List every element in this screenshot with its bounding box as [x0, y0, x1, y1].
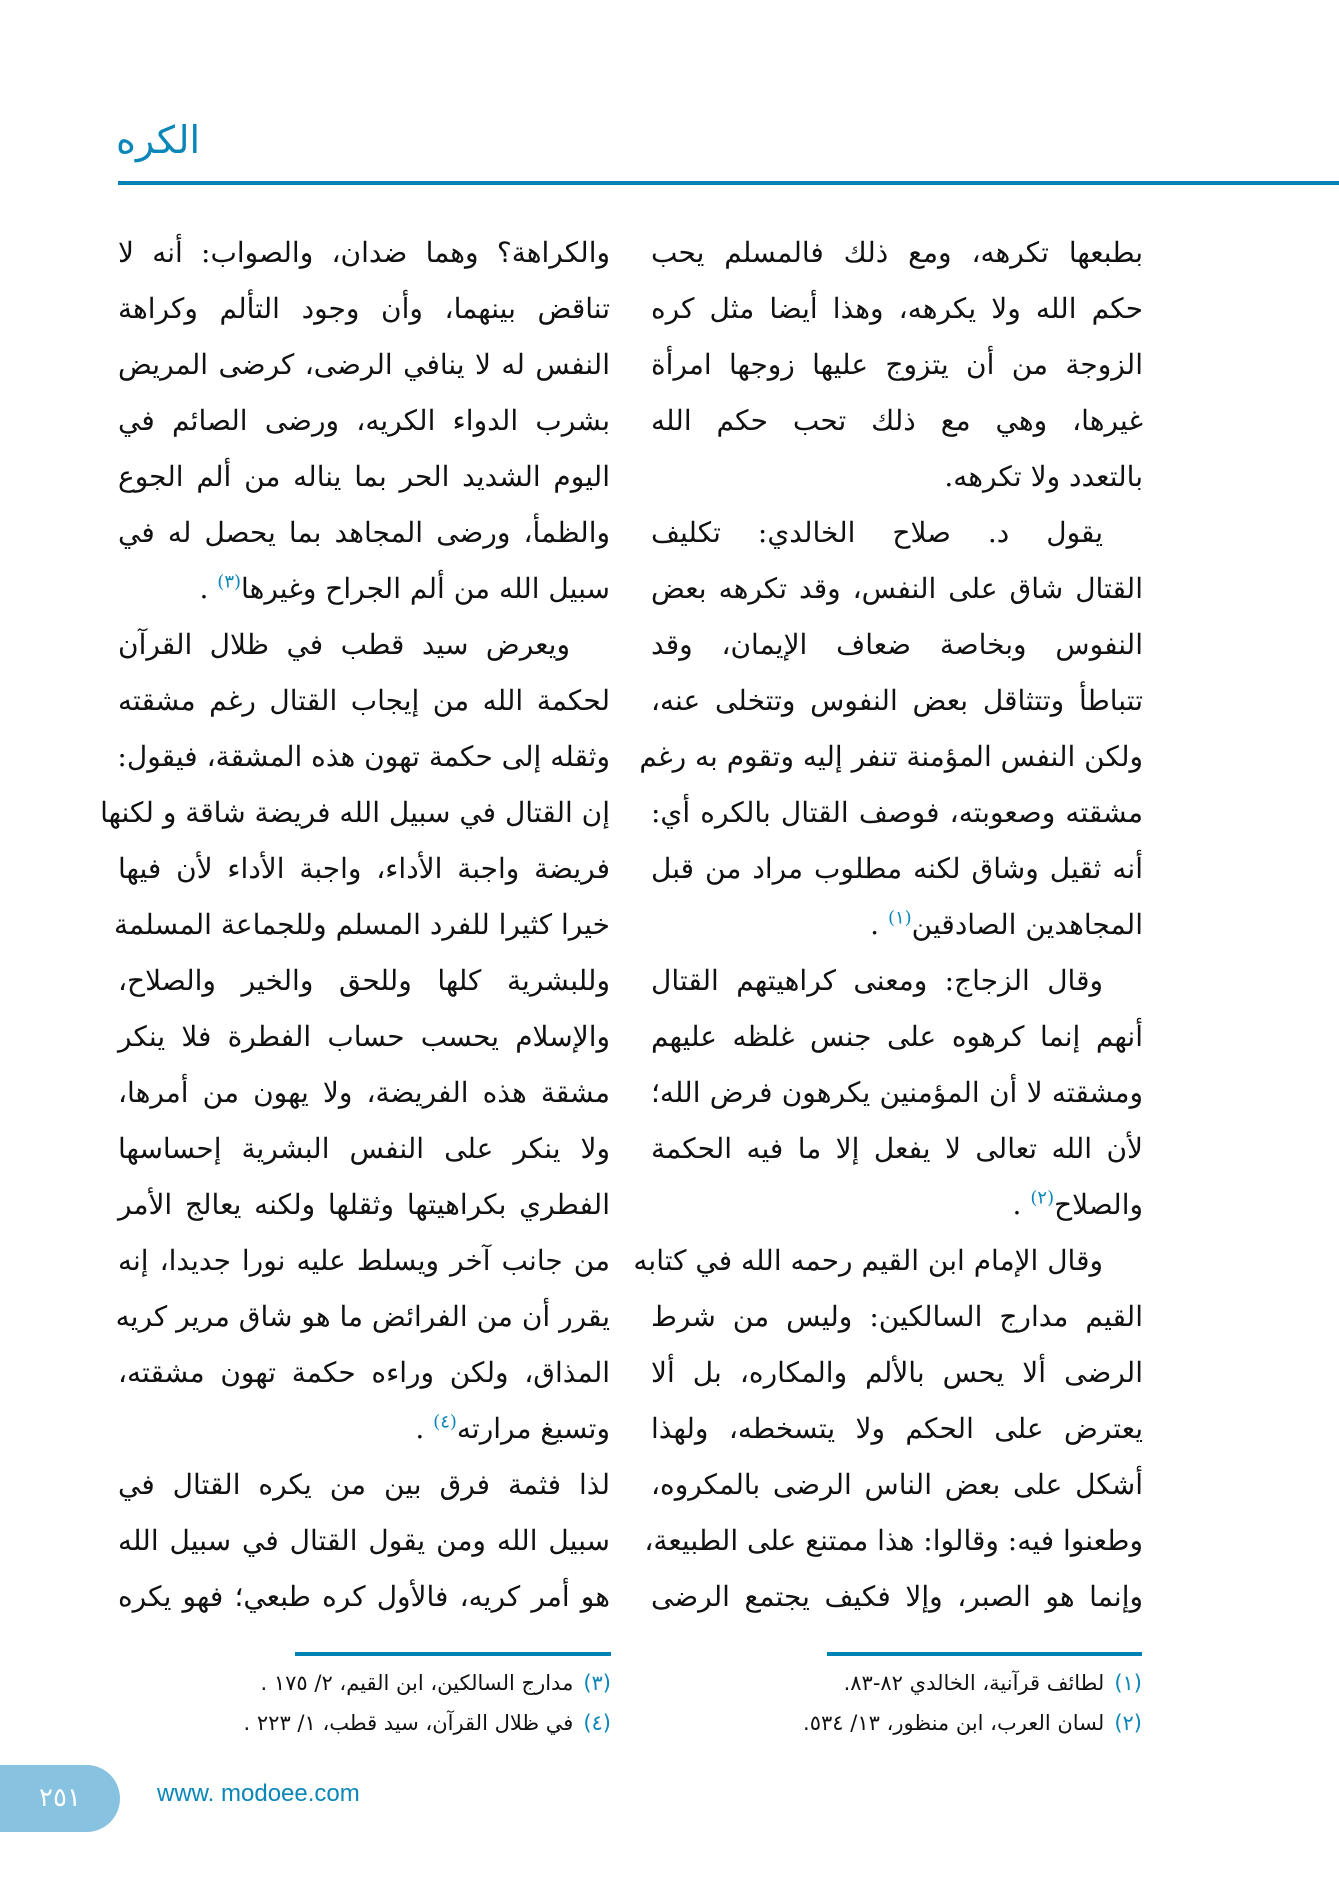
line-text: مشقة هذه الفريضة، ولا يهون من أمرها،	[118, 1076, 610, 1109]
page-number: ٢٥١	[0, 1765, 120, 1832]
line-text: تتباطأ وتتثاقل بعض النفوس وتتخلى عنه،	[651, 684, 1143, 717]
text-line	[118, 1457, 610, 1513]
line-text: ومشقته لا أن المؤمنين يكرهون فرض الله؛	[651, 1076, 1143, 1109]
footnote-4: (٤)في ظلال القرآن، سيد قطب، ١/ ٢٢٣ .	[243, 1711, 611, 1735]
line-text: وإنما هو الصبر، وإلا فكيف يجتمع الرضى	[651, 1580, 1143, 1613]
line-text: النفس له لا ينافي الرضى، كرضى المريض	[118, 348, 610, 381]
footnote-rule-right	[827, 1652, 1142, 1656]
text-line	[118, 841, 610, 897]
text-line	[651, 393, 1143, 449]
line-text: أنهم إنما كرهوه على جنس غلظه عليهم	[651, 1020, 1143, 1053]
line-punctuation: .	[1012, 1188, 1031, 1221]
line-text: حكم الله ولا يكرهه، وهذا أيضا مثل كره	[651, 292, 1143, 325]
line-text: وقال الإمام ابن القيم رحمه الله في كتابه	[633, 1244, 1103, 1277]
line-text: القتال شاق على النفس، وقد تكرهه بعض	[651, 572, 1143, 605]
footnote-3: (٣)مدارج السالكين، ابن القيم، ٢/ ١٧٥ .	[260, 1671, 611, 1695]
line-text: القيم مدارج السالكين: وليس من شرط	[651, 1300, 1143, 1333]
line-text: مشقته وصعوبته، فوصف القتال بالكره أي:	[651, 796, 1143, 829]
line-text: هو أمر كريه، فالأول كره طبعي؛ فهو يكره	[118, 1580, 610, 1613]
footnotes-right	[803, 1663, 1142, 1743]
text-line	[651, 1289, 1143, 1345]
text-line	[118, 1401, 610, 1457]
text-line	[118, 1177, 610, 1233]
footnotes-left	[244, 1663, 611, 1743]
text-line	[644, 1513, 1143, 1569]
text-line	[651, 281, 1143, 337]
line-text: فريضة واجبة الأداء، واجبة الأداء لأن فيها	[118, 852, 610, 885]
text-line	[651, 1457, 1143, 1513]
text-line	[651, 1401, 1143, 1457]
line-text: اليوم الشديد الحر بما يناله من ألم الجوع	[118, 460, 610, 493]
text-line	[651, 673, 1143, 729]
footnote-ref[interactable]: (١)	[887, 907, 912, 929]
text-line	[651, 897, 1143, 953]
text-line	[118, 393, 610, 449]
text-line	[118, 729, 610, 785]
text-line	[651, 953, 1143, 1009]
line-text: والكراهة؟ وهما ضدان، والصواب: أنه لا	[118, 236, 610, 269]
line-text: خيرا كثيرا للفرد المسلم وللجماعة المسلمة	[114, 908, 610, 941]
chapter-title: الكره	[116, 118, 200, 162]
line-punctuation: .	[415, 1412, 434, 1445]
footnote-ref[interactable]: (٤)	[433, 1411, 457, 1433]
line-text: تناقض بينهما، وأن وجود التألم وكراهة	[118, 292, 610, 325]
line-text: وقال الزجاج: ومعنى كراهيتهم القتال	[651, 964, 1103, 997]
line-text: ولكن النفس المؤمنة تنفر إليه وتقوم به رغم	[639, 740, 1143, 773]
text-line	[114, 897, 610, 953]
line-text: المذاق، ولكن وراءه حكمة تهون مشقته،	[118, 1356, 610, 1389]
text-line	[651, 225, 1143, 281]
text-line	[118, 617, 610, 673]
text-line	[651, 1177, 1143, 1233]
line-text: الرضى ألا يحس بالألم والمكاره، بل ألا	[651, 1356, 1143, 1389]
footnote-ref[interactable]: (٢)	[1030, 1187, 1055, 1209]
text-line	[651, 505, 1143, 561]
text-line	[118, 225, 610, 281]
text-line	[651, 841, 1143, 897]
footnote-1: (١)لطائف قرآنية، الخالدي ٨٢-٨٣.	[843, 1671, 1142, 1695]
line-text: الزوجة من أن يتزوج عليها زوجها امرأة	[651, 348, 1143, 381]
line-text: غيرها، وهي مع ذلك تحب حكم الله	[651, 404, 1143, 437]
line-text: لذا فثمة فرق بين من يكره القتال في	[118, 1468, 610, 1501]
text-line	[651, 1009, 1143, 1065]
line-text: أنه ثقيل وشاق لكنه مطلوب مراد من قبل	[651, 852, 1143, 885]
line-text: وثقله إلى حكمة تهون هذه المشقة، فيقول:	[117, 740, 610, 773]
text-line	[118, 337, 610, 393]
text-line	[100, 785, 610, 841]
text-line	[651, 785, 1143, 841]
footnote-rule-left	[295, 1652, 611, 1656]
line-text: والصلاح	[1054, 1188, 1143, 1221]
line-text: ولا ينكر على النفس البشرية إحساسها	[118, 1132, 610, 1165]
line-text: من جانب آخر ويسلط عليه نورا جديدا، إنه	[118, 1244, 610, 1277]
line-text: يعترض على الحكم ولا يتسخطه، ولهذا	[651, 1412, 1143, 1445]
line-text: يقول د. صلاح الخالدي: تكليف	[651, 516, 1103, 549]
text-line	[651, 337, 1143, 393]
text-line	[118, 1065, 610, 1121]
line-text: بشرب الدواء الكريه، ورضى الصائم في	[118, 404, 610, 437]
right-column	[633, 225, 1143, 1625]
line-text: لحكمة الله من إيجاب القتال رغم مشقته	[118, 684, 610, 717]
text-line	[633, 1233, 1143, 1289]
line-text: المجاهدين الصادقين	[911, 908, 1143, 941]
text-line	[651, 1065, 1143, 1121]
website-link[interactable]: www. modoee.com	[157, 1780, 360, 1807]
header-rule	[118, 181, 1339, 185]
text-line	[651, 1121, 1143, 1177]
line-text: وتسيغ مرارته	[456, 1412, 610, 1445]
line-text: ويعرض سيد قطب في ظلال القرآن	[118, 628, 570, 661]
text-line	[118, 1569, 610, 1625]
text-line	[118, 1233, 610, 1289]
text-line	[118, 561, 610, 617]
text-line	[118, 1121, 610, 1177]
text-line	[651, 1345, 1143, 1401]
text-line	[118, 505, 610, 561]
line-text: لأن الله تعالى لا يفعل إلا ما فيه الحكمة	[651, 1132, 1143, 1165]
line-text: إن القتال في سبيل الله فريضة شاقة و لكنها	[100, 796, 610, 829]
text-line	[118, 281, 610, 337]
left-column	[100, 225, 610, 1625]
footnote-2: (٢)لسان العرب، ابن منظور، ١٣/ ٥٣٤.	[803, 1711, 1142, 1735]
text-line	[651, 561, 1143, 617]
line-text: أشكل على بعض الناس الرضى بالمكروه،	[651, 1468, 1143, 1501]
line-punctuation: .	[870, 908, 888, 941]
line-text: الفطري بكراهيتها وثقلها ولكنه يعالج الأمر	[118, 1188, 610, 1221]
line-text: يقرر أن من الفرائض ما هو شاق مرير كريه	[115, 1300, 610, 1333]
line-text: وللبشرية كلها وللحق والخير والصلاح،	[118, 964, 610, 997]
line-punctuation: .	[199, 572, 218, 605]
text-line	[118, 449, 610, 505]
text-line	[118, 1345, 610, 1401]
line-text: بالتعدد ولا تكرهه.	[944, 460, 1143, 493]
text-line	[118, 1009, 610, 1065]
text-line	[118, 673, 610, 729]
text-line	[651, 617, 1143, 673]
line-text: والإسلام يحسب حساب الفطرة فلا ينكر	[118, 1020, 610, 1053]
line-text: سبيل الله من ألم الجراح وغيرها	[241, 572, 610, 605]
line-text: والظمأ، ورضى المجاهد بما يحصل له في	[118, 516, 610, 549]
line-text: بطبعها تكرهه، ومع ذلك فالمسلم يحب	[651, 236, 1143, 269]
text-line	[651, 1569, 1143, 1625]
line-text: سبيل الله ومن يقول القتال في سبيل الله	[118, 1524, 610, 1557]
text-line	[118, 953, 610, 1009]
text-line	[639, 729, 1143, 785]
text-line	[651, 449, 1143, 505]
text-line	[115, 1289, 610, 1345]
text-line	[118, 1513, 610, 1569]
footnote-ref[interactable]: (٣)	[217, 571, 242, 593]
line-text: وطعنوا فيه: وقالوا: هذا ممتنع على الطبيعة،	[644, 1524, 1143, 1557]
line-text: النفوس وبخاصة ضعاف الإيمان، وقد	[651, 628, 1143, 661]
